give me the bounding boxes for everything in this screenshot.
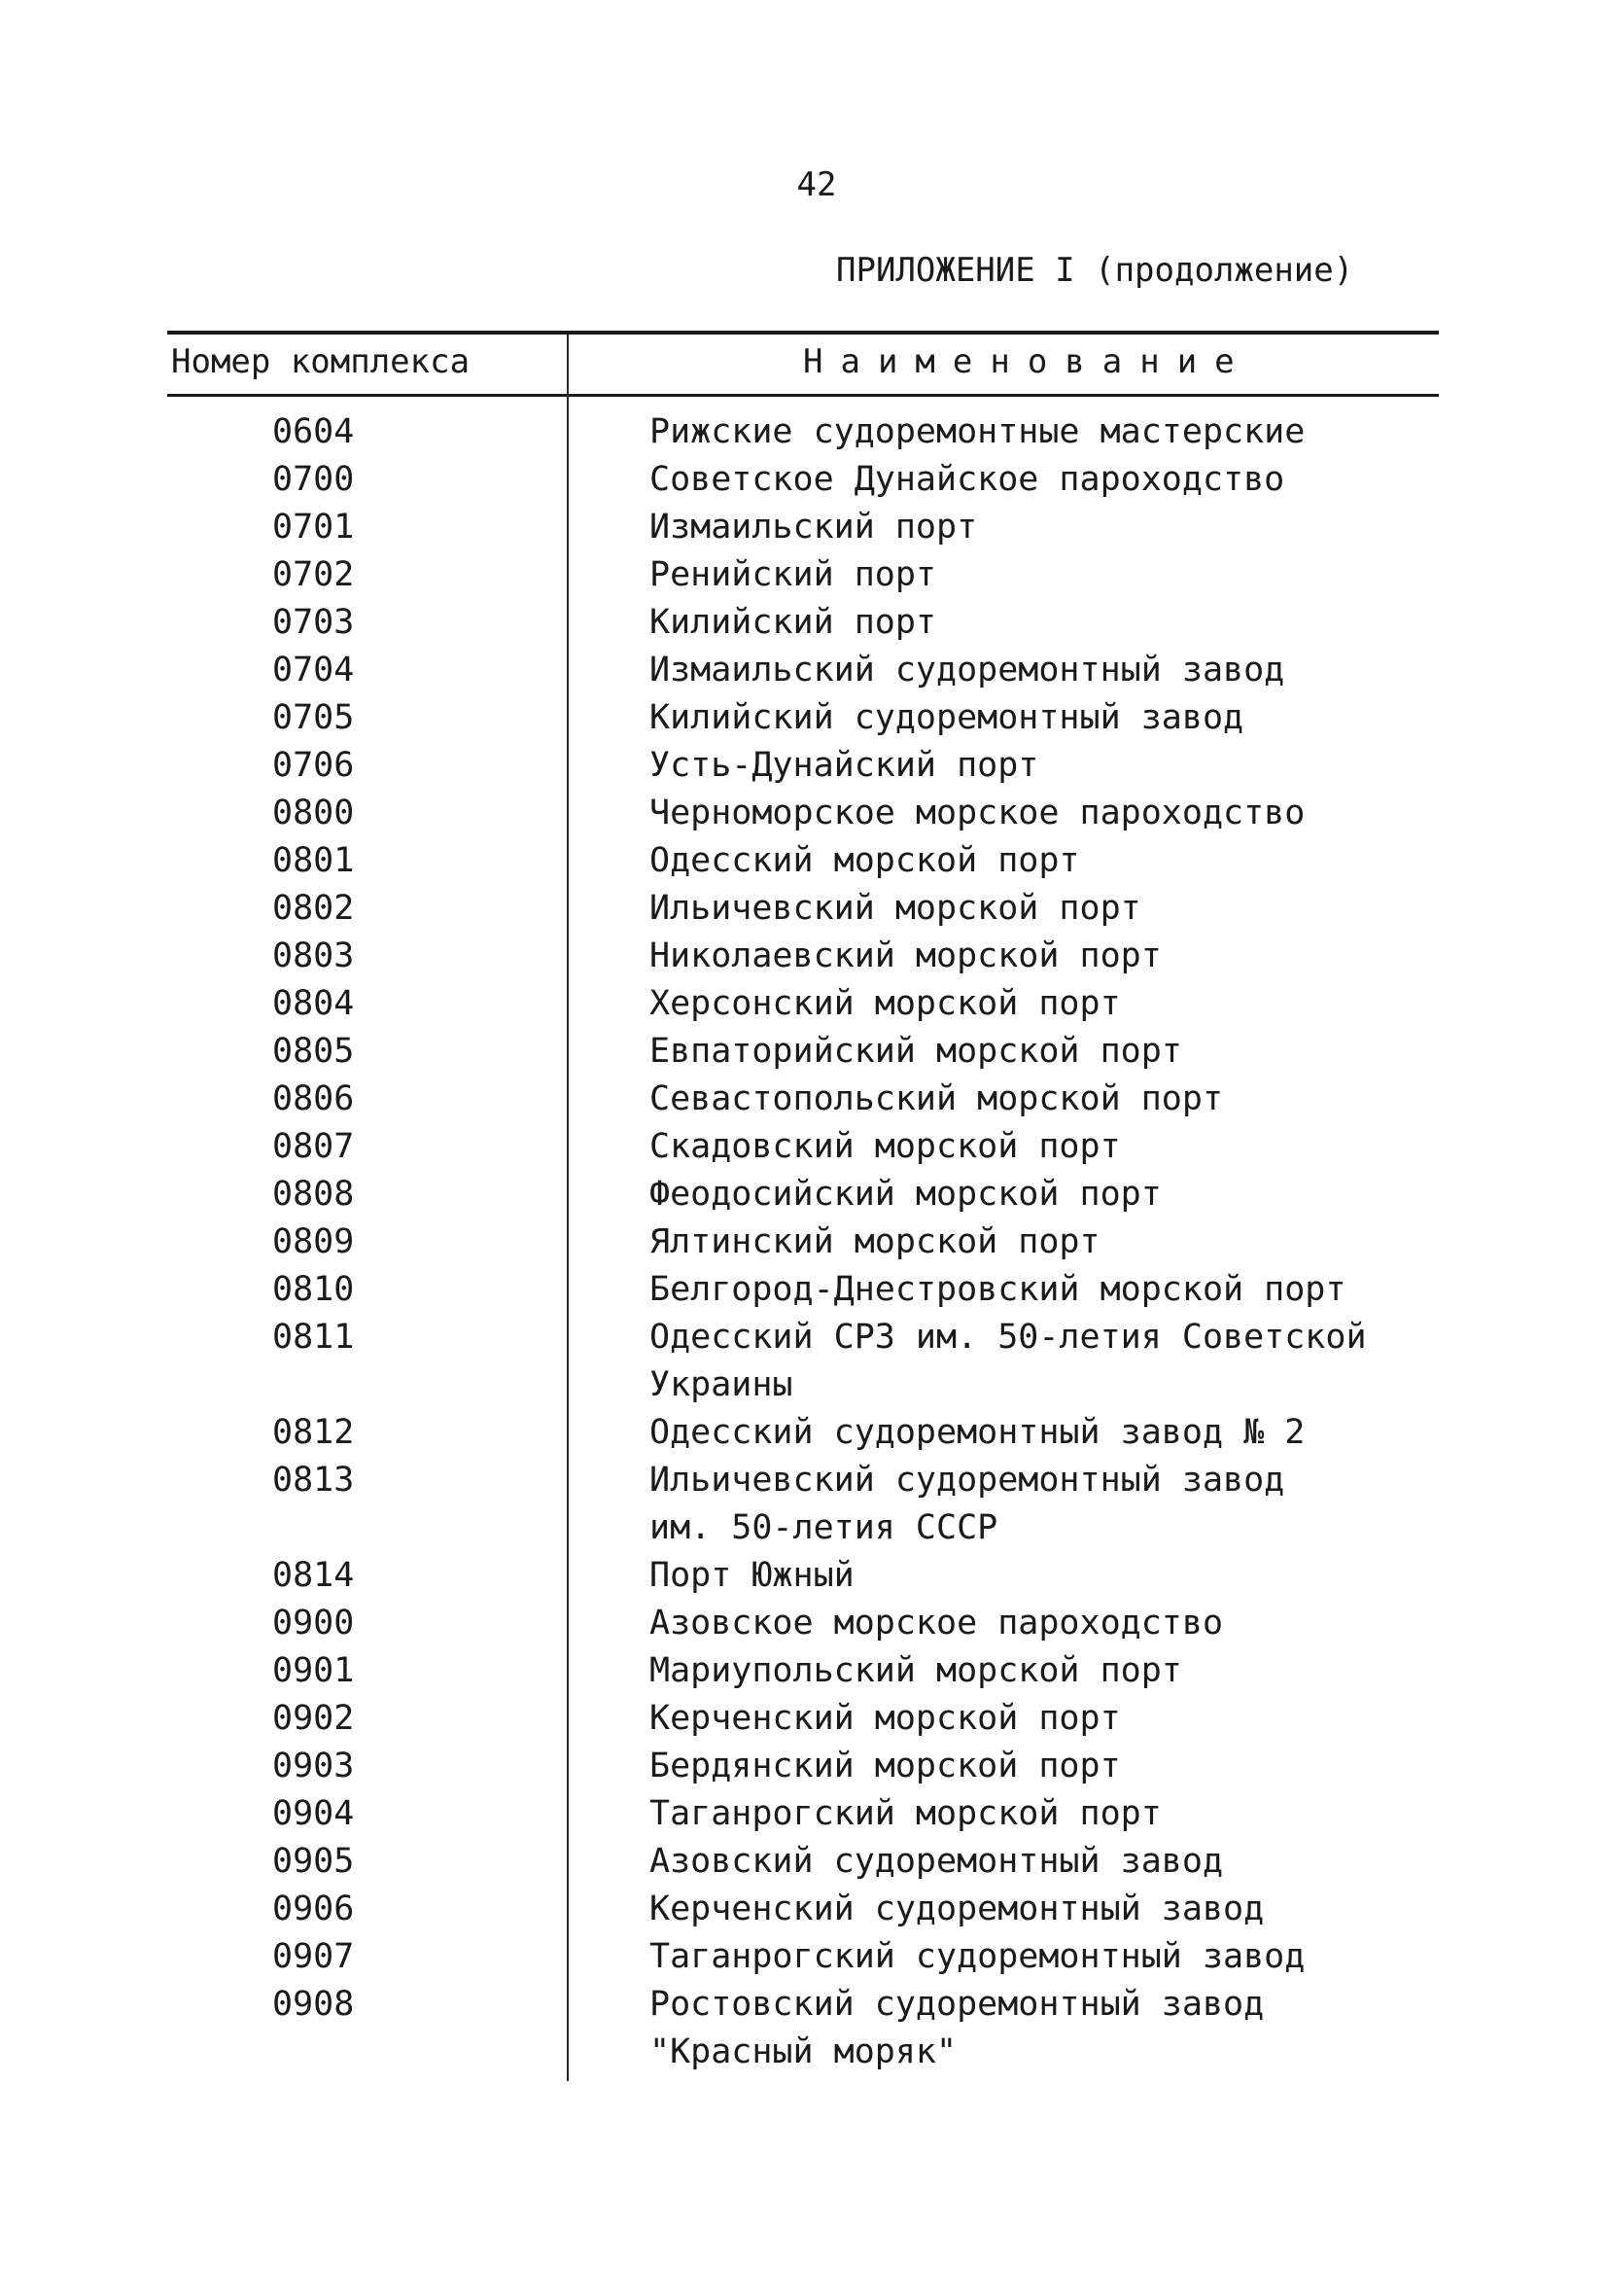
complex-name [649,1219,1607,1266]
table-row [0,933,1607,980]
column-header-name: Наименование [803,342,1252,381]
complex-number: 0801 [272,841,355,880]
table-row [0,408,1607,456]
complex-name-line: Ильичевский морской порт [649,889,1141,928]
complex-name [649,1076,1607,1123]
table-row [0,1552,1607,1600]
complex-name [649,504,1607,551]
table-row [0,1457,1607,1552]
complex-name-line: Украины [649,1365,793,1404]
complex-number: 0908 [272,1985,355,2024]
complex-name [649,1123,1607,1171]
complex-number: 0808 [272,1175,355,1214]
complex-number: 0902 [272,1699,355,1738]
complex-number: 0900 [272,1604,355,1643]
complex-number: 0901 [272,1651,355,1690]
complex-name [649,742,1607,790]
complex-name [649,885,1607,933]
complex-name-line: Килийский судоремонтный завод [649,698,1244,737]
complex-name [649,1743,1607,1790]
complex-number: 0811 [272,1318,355,1357]
complex-name-line: Измаильский судоремонтный завод [649,651,1285,689]
complex-name [649,694,1607,742]
table-header-rule [167,394,1439,397]
complex-name-line: Ильичевский судоремонтный завод [649,1461,1285,1500]
complex-name-line: Одесский СРЗ им. 50-летия Советской [649,1318,1367,1357]
complex-name-line: Николаевский морской порт [649,936,1162,975]
complex-name [649,551,1607,599]
complex-name-line: Таганрогский судоремонтный завод [649,1937,1306,1976]
complex-name [649,1981,1607,2076]
complex-number: 0805 [272,1032,355,1071]
complex-name-line: Мариупольский морской порт [649,1651,1182,1690]
complex-name-line: Советское Дунайское пароходство [649,460,1285,499]
complex-name [649,933,1607,980]
complex-name-line: Одесский судоремонтный завод № 2 [649,1413,1306,1452]
complex-name [649,1933,1607,1981]
complex-name [649,1266,1607,1314]
table-row [0,456,1607,504]
complex-name [649,647,1607,694]
complex-name [649,1457,1607,1552]
complex-number: 0806 [272,1079,355,1118]
table-row [0,1743,1607,1790]
table-row [0,504,1607,551]
table-row [0,837,1607,885]
table-row [0,694,1607,742]
complex-number: 0802 [272,889,355,928]
page-number: 42 [796,165,837,204]
table-row [0,1171,1607,1219]
complex-name [649,980,1607,1028]
table-row [0,980,1607,1028]
complex-name [649,456,1607,504]
complex-name-line: Ренийский порт [649,555,937,594]
complex-number: 0702 [272,555,355,594]
complex-number: 0903 [272,1747,355,1785]
complex-number: 0812 [272,1413,355,1452]
complex-number: 0706 [272,746,355,785]
complex-number: 0604 [272,412,355,451]
complex-number: 0809 [272,1222,355,1261]
complex-name-line: Керченский судоремонтный завод [649,1890,1265,1928]
complex-name-line: Ялтинский морской порт [649,1222,1100,1261]
complex-name [649,1600,1607,1647]
complex-number: 0704 [272,651,355,689]
table-row [0,1219,1607,1266]
complex-name-line: Керченский морской порт [649,1699,1121,1738]
complex-number: 0800 [272,794,355,832]
complex-name [649,1552,1607,1600]
table-row [0,1076,1607,1123]
complex-name-line: Азовское морское пароходство [649,1604,1224,1643]
complex-name-line: Херсонский морской порт [649,984,1121,1023]
table-row [0,1790,1607,1838]
complex-number: 0803 [272,936,355,975]
complex-name-line: Килийский порт [649,603,937,642]
table-row [0,647,1607,694]
complex-name-line: Усть-Дунайский порт [649,746,1039,785]
complex-name-line: "Красный моряк" [649,2032,958,2071]
table-row [0,1647,1607,1695]
complex-number: 0906 [272,1890,355,1928]
complex-name [649,1886,1607,1933]
complex-number: 0904 [272,1794,355,1833]
complex-name-line: Феодосийский морской порт [649,1175,1162,1214]
complex-name-line: Азовский судоремонтный завод [649,1842,1224,1881]
complex-number: 0905 [272,1842,355,1881]
complex-name-line: Ростовский судоремонтный завод [649,1985,1265,2024]
complex-name [649,1695,1607,1743]
complex-number: 0813 [272,1461,355,1500]
table-top-rule [167,331,1439,335]
table-row [0,1409,1607,1457]
complex-name-line: Таганрогский морской порт [649,1794,1162,1833]
table-row [0,742,1607,790]
complex-name [649,1409,1607,1457]
complex-number: 0814 [272,1556,355,1595]
complex-name [649,408,1607,456]
complex-name-line: Бердянский морской порт [649,1747,1121,1785]
appendix-title: ПРИЛОЖЕНИЕ I (продолжение) [836,251,1354,290]
complex-number: 0701 [272,508,355,547]
table-row [0,1314,1607,1409]
table-row [0,1028,1607,1076]
complex-name-line: Севастопольский морской порт [649,1079,1224,1118]
table-row [0,790,1607,837]
complex-name-line: Одесский морской порт [649,841,1080,880]
table-row [0,1695,1607,1743]
complex-name [649,837,1607,885]
complex-number: 0804 [272,984,355,1023]
complex-number: 0807 [272,1127,355,1166]
complex-name-line: Белгород-Днестровский морской порт [649,1270,1346,1309]
complex-name-line: Порт Южный [649,1556,855,1595]
complex-name [649,1028,1607,1076]
complex-number: 0705 [272,698,355,737]
table-row [0,1266,1607,1314]
complex-number: 0810 [272,1270,355,1309]
complex-name [649,1647,1607,1695]
column-header-number: Номер комплекса [171,342,471,381]
complex-name-line: Измаильский порт [649,508,978,547]
table-row [0,599,1607,647]
complex-name [649,790,1607,837]
table-row [0,1838,1607,1886]
complex-name-line: им. 50-летия СССР [649,1508,998,1547]
table-body [0,408,1607,2076]
complex-name [649,1171,1607,1219]
table-row [0,1886,1607,1933]
complex-number: 0703 [272,603,355,642]
complex-name-line: Рижские судоремонтные мастерские [649,412,1306,451]
complex-name [649,1838,1607,1886]
table-row [0,1123,1607,1171]
complex-number: 0700 [272,460,355,499]
complex-name-line: Черноморское морское пароходство [649,794,1306,832]
table-row [0,551,1607,599]
table-row [0,1981,1607,2076]
complex-name [649,1790,1607,1838]
complex-name-line: Скадовский морской порт [649,1127,1121,1166]
complex-number: 0907 [272,1937,355,1976]
complex-name [649,599,1607,647]
complex-name [649,1314,1607,1409]
complex-name-line: Евпаторийский морской порт [649,1032,1182,1071]
table-row [0,1933,1607,1981]
table-row [0,885,1607,933]
table-row [0,1600,1607,1647]
